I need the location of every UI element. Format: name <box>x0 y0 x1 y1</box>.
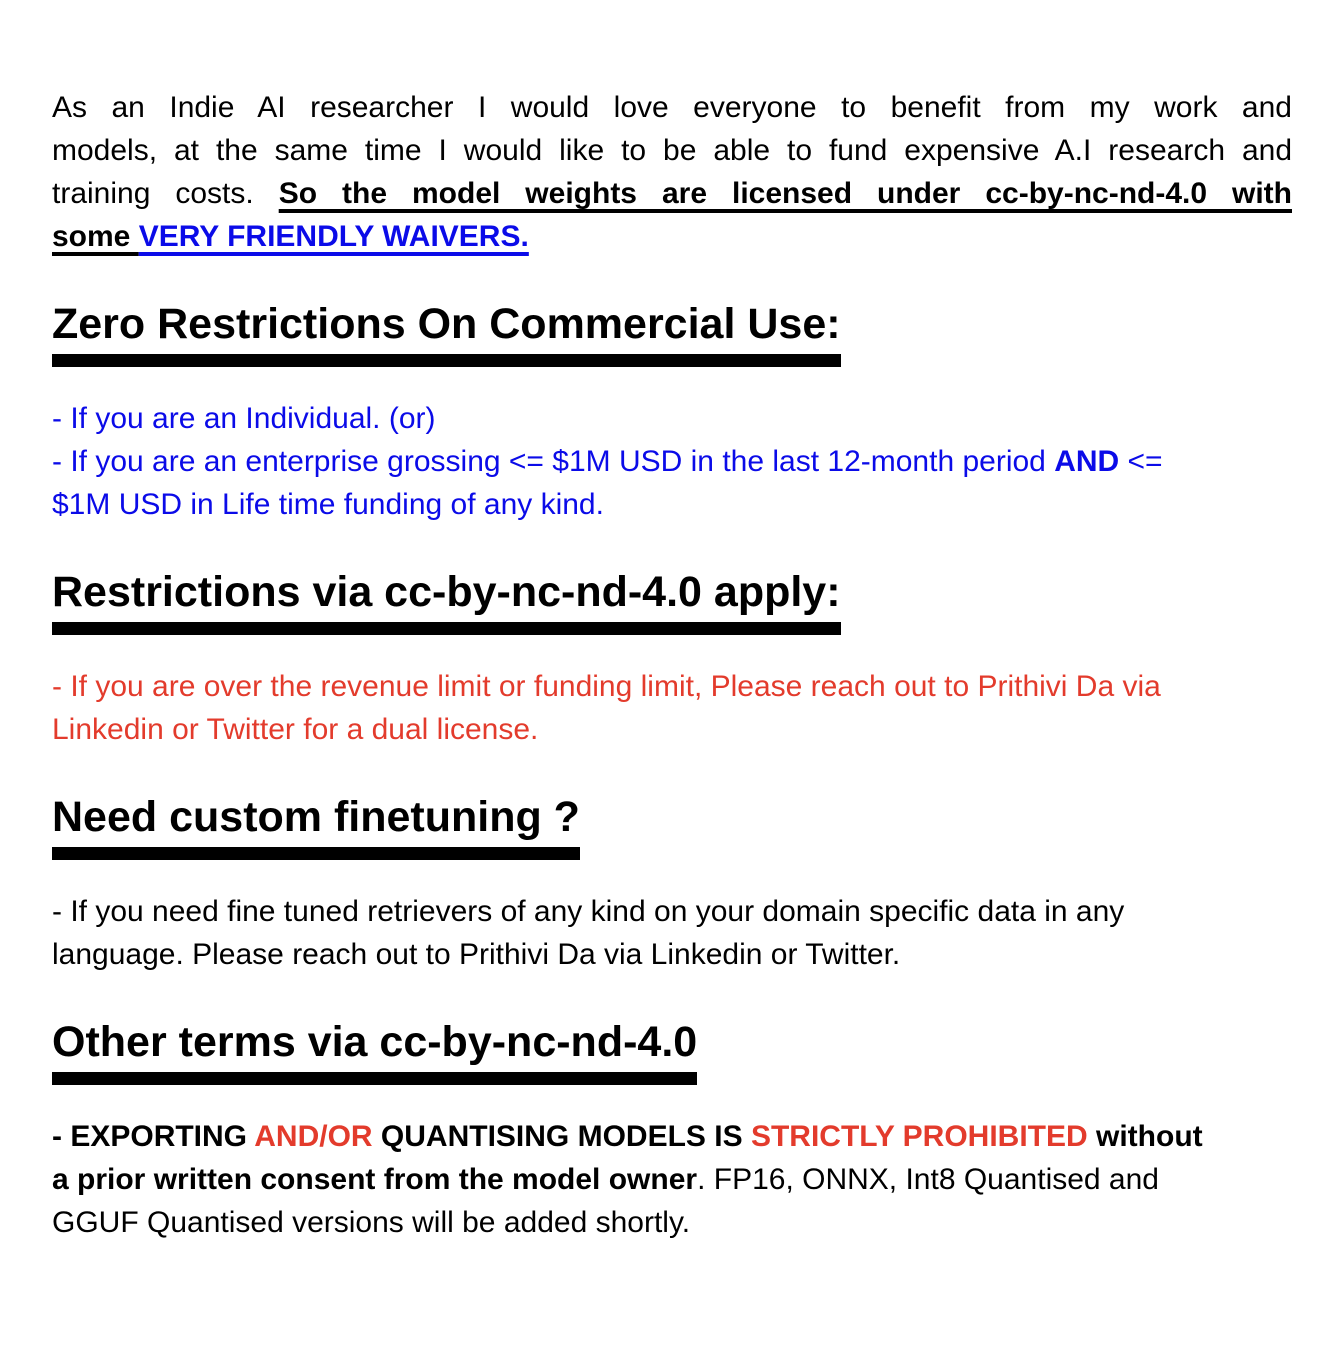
exporting-label: - EXPORTING <box>52 1120 255 1153</box>
heading-other-terms-text: Other terms via cc-by-nc-nd-4.0 <box>52 1018 697 1085</box>
heading-finetuning-text: Need custom finetuning ? <box>52 793 580 860</box>
finetuning-text-2: language. Please reach out to Prithivi Da via Linkedin or Twitter. <box>52 938 901 971</box>
bullet-enterprise-cont-text: $1M USD in Life time funding of any kind. <box>52 488 604 521</box>
bullet-enterprise-and: AND <box>1054 445 1120 478</box>
heading-other-terms <box>52 1018 1292 1085</box>
without-label: without <box>1087 1120 1203 1153</box>
intro-text-3: training costs. <box>52 177 279 210</box>
heading-restrictions-text: Restrictions via cc-by-nc-nd-4.0 apply: <box>52 568 841 635</box>
finetuning-line-1 <box>52 890 1292 933</box>
strictly-prohibited-label: STRICTLY PROHIBITED <box>750 1120 1088 1153</box>
license-statement: So the model weights are licensed under cc-by-nc-nd-4.0 with <box>278 177 1292 210</box>
intro-text-2: models, at the same time I would like to be able to fund expensive A.I research and <box>52 134 1292 167</box>
gguf-text: GGUF Quantised versions will be added shortly. <box>52 1206 691 1239</box>
bullet-enterprise-tail: <= <box>1119 445 1163 478</box>
finetuning-text-1: - If you need fine tuned retrievers of any kind on your domain specific data in any <box>52 895 1125 928</box>
and-or-label: AND/OR <box>254 1120 373 1153</box>
heading-restrictions <box>52 568 1292 635</box>
quantising-label: QUANTISING MODELS IS <box>372 1120 751 1153</box>
restrictions-terms <box>52 665 1292 751</box>
heading-commercial-use <box>52 300 1292 367</box>
other-terms-line-3 <box>52 1201 1292 1244</box>
finetuning-terms <box>52 890 1292 976</box>
other-terms-line-1 <box>52 1115 1292 1158</box>
bullet-individual-text: - If you are an Individual. (or) <box>52 402 436 435</box>
friendly-waivers-link[interactable]: VERY FRIENDLY WAIVERS. <box>138 220 529 253</box>
consent-label: a prior written consent from the model owner <box>52 1163 698 1196</box>
other-terms-body <box>52 1115 1292 1244</box>
heading-commercial-use-text: Zero Restrictions On Commercial Use: <box>52 300 841 367</box>
intro-paragraph <box>52 86 1292 258</box>
license-statement-end: some <box>52 220 139 253</box>
commercial-use-terms <box>52 397 1292 526</box>
heading-finetuning <box>52 793 1292 860</box>
intro-line-3 <box>52 172 1292 215</box>
finetuning-line-2 <box>52 933 1292 976</box>
intro-line-1 <box>52 86 1292 129</box>
bullet-enterprise-cont <box>52 483 1292 526</box>
restrictions-line-1 <box>52 665 1292 708</box>
intro-line-2 <box>52 129 1292 172</box>
bullet-individual <box>52 397 1292 440</box>
intro-text-1: As an Indie AI researcher I would love everyone to benefit from my work and <box>52 91 1292 124</box>
other-terms-line-2 <box>52 1158 1292 1201</box>
bullet-enterprise-text: - If you are an enterprise grossing <= $1M USD in the last 12-month period <box>52 445 1055 478</box>
bullet-enterprise <box>52 440 1292 483</box>
formats-text: . FP16, ONNX, Int8 Quantised and <box>697 1163 1159 1196</box>
intro-line-4 <box>52 215 1292 258</box>
restrictions-line-2 <box>52 708 1292 751</box>
restrictions-text-2: Linkedin or Twitter for a dual license. <box>52 713 539 746</box>
restrictions-text-1: - If you are over the revenue limit or funding limit, Please reach out to Prithivi Da via <box>52 670 1161 703</box>
